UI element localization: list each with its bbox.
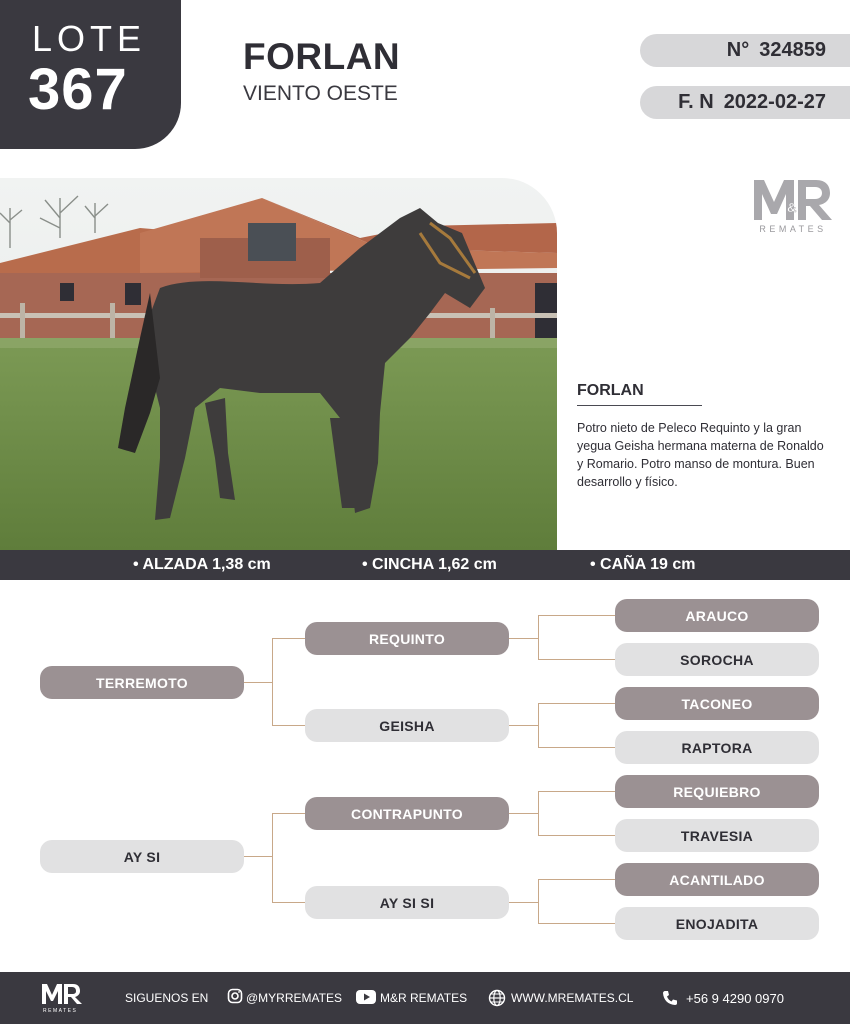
horse-breeder: VIENTO OESTE <box>243 82 398 105</box>
footer <box>0 972 850 1024</box>
pedigree-great-2: SOROCHA <box>615 643 819 676</box>
description-title: FORLAN <box>577 382 644 399</box>
measure-alzada: • ALZADA 1,38 cm <box>133 556 271 573</box>
instagram-icon <box>227 988 243 1004</box>
footer-phone[interactable]: +56 9 4290 0970 <box>686 991 784 1006</box>
birth-date-label: F. N <box>678 91 714 113</box>
youtube-icon <box>356 990 376 1004</box>
pedigree-great-6: TRAVESIA <box>615 819 819 852</box>
pedigree-great-7: ACANTILADO <box>615 863 819 896</box>
brand-tagline: REMATES <box>759 224 827 234</box>
footer-follow-label: SIGUENOS EN <box>125 991 209 1005</box>
pedigree-sire-dam: GEISHA <box>305 709 509 742</box>
pedigree-great-3: TACONEO <box>615 687 819 720</box>
pedigree-great-5: REQUIEBRO <box>615 775 819 808</box>
svg-text:REMATES: REMATES <box>43 1008 78 1014</box>
measure-cana: • CAÑA 19 cm <box>590 556 696 573</box>
lot-badge <box>0 0 181 149</box>
pedigree-great-1: ARAUCO <box>615 599 819 632</box>
description-text: Potro nieto de Peleco Requinto y la gran yegua Geisha hermana materna de Ronaldo y Romario. Potro manso de montura. Buen desarrollo y físico. <box>577 421 824 489</box>
registry-number-label: N° <box>726 39 750 61</box>
horse-name: FORLAN <box>243 36 401 77</box>
birth-date-pill <box>640 86 850 119</box>
horse-photo <box>0 178 557 550</box>
footer-youtube[interactable]: M&R REMATES <box>380 991 468 1005</box>
description-divider <box>577 405 702 406</box>
registry-number-pill <box>640 34 850 67</box>
globe-icon <box>488 989 506 1007</box>
footer-instagram[interactable]: @MYRREMATES <box>246 991 342 1005</box>
footer-website[interactable]: WWW.MREMATES.CL <box>511 991 634 1005</box>
measures-bar <box>0 550 850 580</box>
pedigree-great-4: RAPTORA <box>615 731 819 764</box>
pedigree-great-8: ENOJADITA <box>615 907 819 940</box>
pedigree-dam-dam: AY SI SI <box>305 886 509 919</box>
measure-cincha: • CINCHA 1,62 cm <box>362 556 497 573</box>
birth-date: 2022-02-27 <box>723 91 826 113</box>
lot-label: LOTE <box>32 18 147 59</box>
pedigree-sire-sire: REQUINTO <box>305 622 509 655</box>
svg-text:&: & <box>787 200 797 215</box>
phone-icon <box>662 990 678 1006</box>
pedigree-sire: TERREMOTO <box>40 666 244 699</box>
footer-logo-icon <box>40 982 84 1014</box>
pedigree-dam-sire: CONTRAPUNTO <box>305 797 509 830</box>
registry-number: 324859 <box>759 39 826 61</box>
pedigree-dam: AY SI <box>40 840 244 873</box>
lot-number: 367 <box>28 57 128 122</box>
